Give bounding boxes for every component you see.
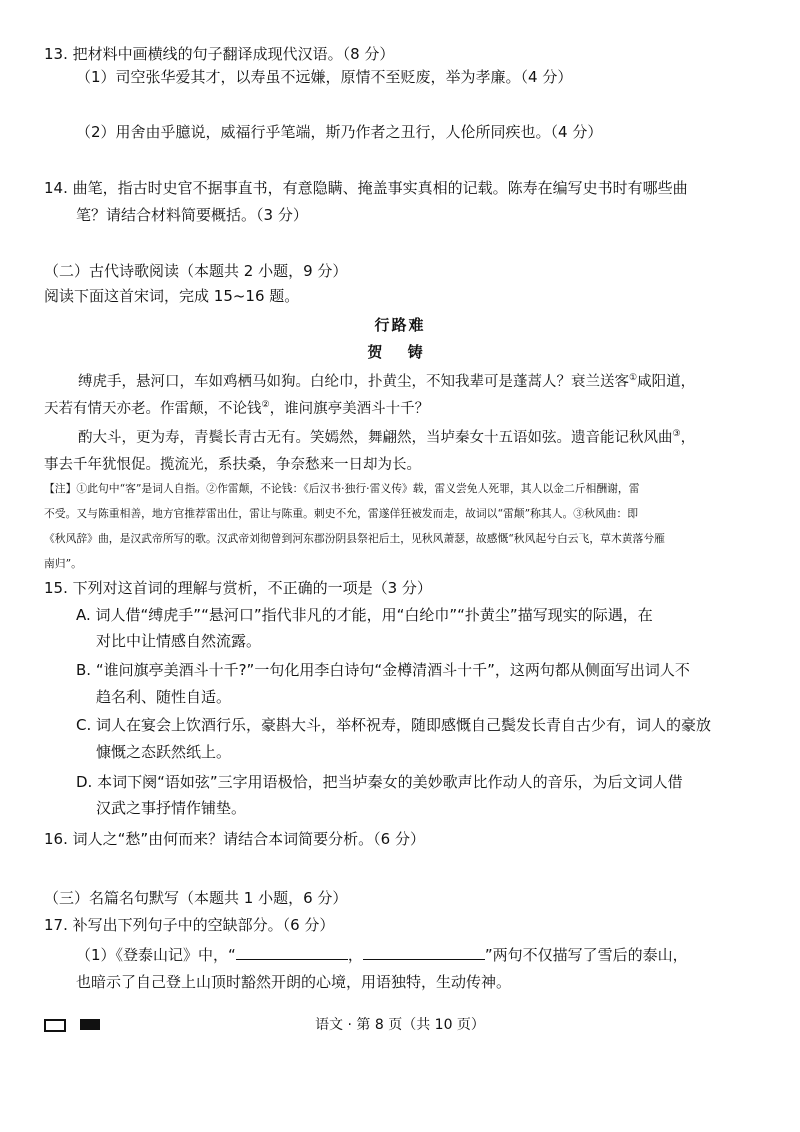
q17-sub1-line2: 也暗示了自己登上山顶时豁然开朗的心境，用语独特，生动传神。 xyxy=(76,973,512,991)
section3-heading: （三）名篇名句默写（本题共 1 小题，6 分） xyxy=(44,889,348,907)
poem-line-3: 酌大斗，更为寿，青鬓长青古无有。笑嫣然，舞翩然，当垆秦女十五语如弦。遗音能记秋风曲③， xyxy=(78,429,696,446)
poem-line-2: 天若有情天亦老。作雷颠，不论钱②，谁问旗亭美酒斗十千？ xyxy=(44,400,430,417)
q17-sub1-line1: （1）《登泰山记》中，“ ， ”两句不仅描写了雪后的泰山， xyxy=(76,946,688,964)
q15-option-c-line1: C. 词人在宴会上饮酒行乐，豪斟大斗，举杯祝寿，随即感慨自己鬓发长青自古少有，词人的豪放 xyxy=(76,716,712,734)
q14-line1: 14. 曲笔，指古时史官不据事直书，有意隐瞒、掩盖事实真相的记载。陈寿在编写史书时有哪些曲 xyxy=(44,179,688,197)
poem-note-1: 【注】①此句中“客”是词人自指。②作雷颠，不论钱：《后汉书·独行·雷义传》载，雷义尝免人死罪，其人以金二斤相酬谢，雷 xyxy=(44,482,640,495)
poem-line-4: 事去千年犹恨促。揽流光，系扶桑，争奈愁来一日却为长。 xyxy=(44,457,421,473)
q15-option-b-line2: 趋名利、随性自适。 xyxy=(96,688,232,706)
q15-option-b-line1: B. “谁问旗亭美酒斗十千?”一句化用李白诗句“金樽清酒斗十千”，这两句都从侧面写出词人不 xyxy=(76,661,690,679)
q13-sub1: （1）司空张华爱其才，以寿虽不远嫌，原情不至贬废，举为孝廉。（4 分） xyxy=(76,68,573,86)
answer-blank-1[interactable] xyxy=(236,945,348,960)
page-footer xyxy=(0,1014,800,1036)
poem-author: 贺 铸 xyxy=(367,343,433,361)
q17-stem: 17. 补写出下列句子中的空缺部分。（6 分） xyxy=(44,916,335,934)
q15-option-a-line1: A. 词人借“缚虎手”“悬河口”指代非凡的才能，用“白纶巾”“扑黄尘”描写现实的际遇，在 xyxy=(76,606,653,624)
q15-option-d-line1: D. 本词下阕“语如弦”三字用语极恰，把当垆秦女的美妙歌声比作动人的音乐，为后文词人借 xyxy=(76,773,683,791)
q15-stem: 15. 下列对这首词的理解与赏析，不正确的一项是（3 分） xyxy=(44,579,432,597)
page-number: 语文 · 第 8 页（共 10 页） xyxy=(315,1017,485,1033)
poem-line-1: 缚虎手，悬河口，车如鸡栖马如狗。白纶巾，扑黄尘，不知我辈可是蓬蒿人？衰兰送客①咸阳道， xyxy=(78,373,696,390)
poem-note-4: 南归”。 xyxy=(44,557,82,570)
q14-line2: 笔？请结合材料简要概括。（3 分） xyxy=(76,206,308,224)
poem-note-3: 《秋风辞》曲，是汉武帝所写的歌。汉武帝刘彻曾到河东郡汾阴县祭祀后土，见秋风萧瑟，故感慨“秋风起兮白云飞，草木黄落兮雁 xyxy=(44,532,665,545)
q15-option-d-line2: 汉武之事抒情作铺垫。 xyxy=(96,799,247,817)
answer-blank-2[interactable] xyxy=(363,945,485,960)
section2-intro: 阅读下面这首宋词，完成 15~16 题。 xyxy=(44,287,300,305)
q15-option-a-line2: 对比中让情感自然流露。 xyxy=(96,632,262,650)
section2-heading: （二）古代诗歌阅读（本题共 2 小题，9 分） xyxy=(44,262,348,280)
q13-sub2: （2）用舍由乎臆说，威福行乎笔端，斯乃作者之丑行，人伦所同疾也。（4 分） xyxy=(76,123,603,141)
q16-stem: 16. 词人之“愁”由何而来？请结合本词简要分析。（6 分） xyxy=(44,830,425,848)
poem-title: 行路难 xyxy=(374,316,426,334)
q13-stem: 13. 把材料中画横线的句子翻译成现代汉语。（8 分） xyxy=(44,45,395,63)
q15-option-c-line2: 慷慨之态跃然纸上。 xyxy=(96,743,232,761)
poem-note-2: 不受。又与陈重相善，地方官推荐雷出仕，雷让与陈重。刺史不允，雷遂佯狂被发而走，故词以“雷颠”称其人。③秋风曲：即 xyxy=(44,507,639,520)
